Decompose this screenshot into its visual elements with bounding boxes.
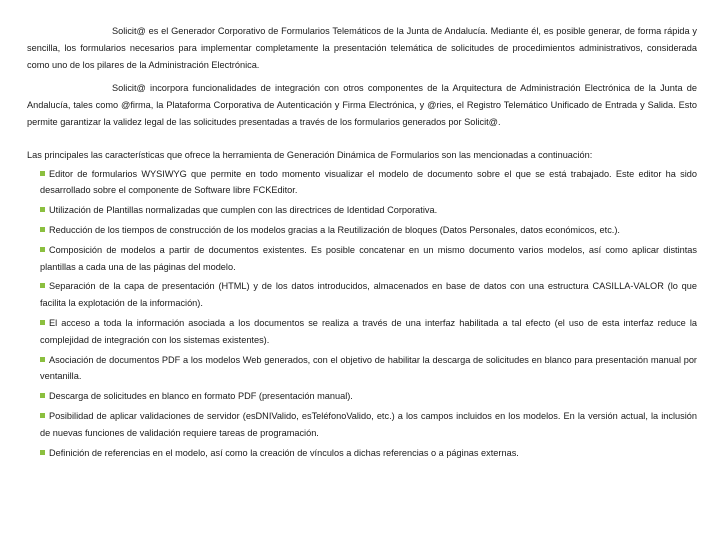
square-bullet-icon [40, 207, 45, 212]
square-bullet-icon [40, 283, 45, 288]
square-bullet-icon [40, 413, 45, 418]
square-bullet-icon [40, 320, 45, 325]
square-bullet-icon [40, 247, 45, 252]
features-list [27, 166, 697, 462]
list-item [40, 315, 697, 349]
list-item-text: Reducción de los tiempos de construcción de los modelos gracias a la Reutilización de bloques (Datos Personales, datos económicos, etc.). [49, 224, 620, 235]
list-item [40, 242, 697, 276]
list-item-text: Posibilidad de aplicar validaciones de servidor (esDNIValido, esTeléfonoValido, etc.) a los campos incluidos en los modelos. En la versión actual, la inclusión de nuevas funciones de validación requiere tareas de programación. [40, 410, 697, 438]
list-item [40, 278, 697, 312]
square-bullet-icon [40, 450, 45, 455]
list-item-text: El acceso a toda la información asociada a los documentos se realiza a través de una interfaz habilitada a tal efecto (el uso de esta interfaz reduce la complejidad de integración con los sistemas existentes). [40, 317, 697, 345]
list-item [40, 202, 697, 219]
list-item [40, 222, 697, 239]
list-item-text: Composición de modelos a partir de documentos existentes. Es posible concatenar en un mismo documento varios modelos, así como aplicar distintas plantillas a cada una de las páginas del modelo. [40, 244, 697, 272]
list-item [40, 388, 697, 405]
list-item [40, 352, 697, 386]
intro-paragraph-2: Solicit@ incorpora funcionalidades de integración con otros componentes de la Arquitectura de Administración Electrónica de la Junta de Andalucía, tales como @firma, la Plataforma Corporativa de Autenticación y Firma Electrónica, y @ries, el Registro Telemático Unificado de Entrada y Salida. Esto permite garantizar la validez legal de las solicitudes presentadas a través de los formularios generados por Solicit@. [27, 83, 697, 127]
document-page [27, 23, 697, 464]
square-bullet-icon [40, 227, 45, 232]
intro-paragraph-1: Solicit@ es el Generador Corporativo de Formularios Telemáticos de la Junta de Andalucía. Mediante él, es posible generar, de forma rápida y sencilla, los formularios necesarios para implementar completamente la presentación telemática de solicitudes de procedimientos administrativos, considerada como uno de los pilares de la Administración Electrónica. [27, 26, 697, 70]
list-item-text: Definición de referencias en el modelo, así como la creación de vínculos a dichas referencias o a páginas externas. [49, 447, 519, 458]
list-item-text: Asociación de documentos PDF a los modelos Web generados, con el objetivo de habilitar la descarga de solicitudes en blanco para presentación manual por ventanilla. [40, 354, 697, 382]
list-item-text: Editor de formularios WYSIWYG que permite en todo momento visualizar el modelo de documento sobre el que se está trabajado. Este editor ha sido desarrollado sobre el componente de Software libre FCKEditor. [40, 168, 697, 196]
square-bullet-icon [40, 393, 45, 398]
list-item [40, 408, 697, 442]
list-item-text: Descarga de solicitudes en blanco en formato PDF (presentación manual). [49, 391, 353, 402]
list-item [40, 166, 697, 200]
features-heading: Las principales las características que ofrece la herramienta de Generación Dinámica de Formularios son las mencionadas a continuación: [27, 149, 593, 160]
list-item [40, 445, 697, 462]
list-item-text: Utilización de Plantillas normalizadas que cumplen con las directrices de Identidad Corporativa. [49, 205, 438, 216]
list-item-text: Separación de la capa de presentación (HTML) y de los datos introducidos, almacenados en base de datos con una estructura CASILLA-VALOR (lo que facilita la explotación de la información). [40, 281, 697, 309]
square-bullet-icon [40, 171, 45, 176]
square-bullet-icon [40, 357, 45, 362]
